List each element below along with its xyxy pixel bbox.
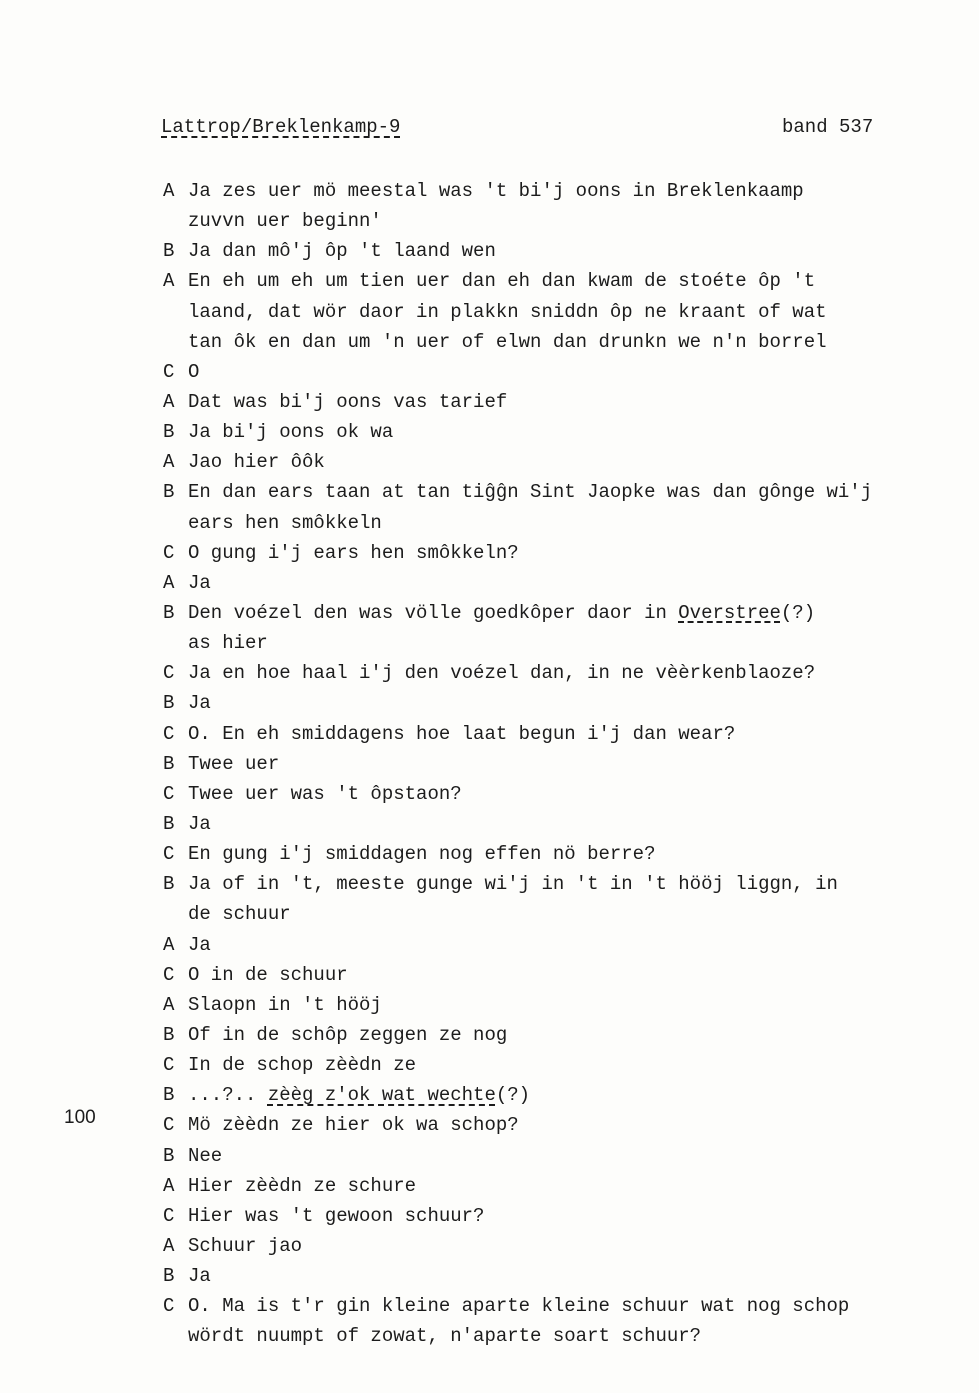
line-text: Hier was 't gewoon schuur? — [188, 1204, 485, 1227]
dialogue-line — [163, 327, 872, 357]
dialogue-line — [163, 960, 872, 990]
dialogue-line — [163, 1020, 872, 1050]
speaker-label: A — [163, 270, 175, 293]
line-text: Slaopn in 't hööj — [188, 993, 382, 1016]
dialogue-line — [163, 869, 872, 899]
dialogue-line — [163, 990, 872, 1020]
dialogue-line — [163, 206, 872, 236]
line-text: Ja — [188, 571, 211, 594]
line-text: Jao hier ôôk — [188, 451, 325, 474]
line-text: O. Ma is t'r gin kleine aparte kleine schuur wat nog schop — [188, 1295, 850, 1318]
page-title: Lattrop/Breklenkamp-9 — [161, 116, 401, 138]
line-text: zuvvn uer beginn' — [188, 210, 382, 233]
dialogue-line — [163, 508, 872, 538]
line-text: Dat was bi'j oons vas tarief — [188, 390, 508, 413]
dialogue-line — [163, 236, 872, 266]
line-text: Ja — [188, 933, 211, 956]
speaker-label: A — [163, 1174, 175, 1197]
dialogue-line — [163, 1201, 872, 1231]
dialogue-line — [163, 658, 872, 688]
speaker-label: A — [163, 993, 175, 1016]
line-text: Ja dan mô'j ôp 't laand wen — [188, 240, 496, 263]
line-text: O. En eh smiddagens hoe laat begun i'j dan wear? — [188, 722, 736, 745]
speaker-label: C — [163, 360, 175, 383]
line-text: Hier zèèdn ze schure — [188, 1174, 417, 1197]
dialogue-line — [163, 357, 872, 387]
line-text: Schuur jao — [188, 1234, 303, 1257]
line-text: Ja en hoe haal i'j den voézel dan, in ne vèèrkenblaoze? — [188, 662, 816, 685]
line-text: Twee uer was 't ôpstaon? — [188, 782, 462, 805]
dialogue-line — [163, 719, 872, 749]
speaker-label: B — [163, 240, 175, 263]
dialogue-line — [163, 1110, 872, 1140]
line-text: as hier — [188, 632, 268, 655]
speaker-label: A — [163, 390, 175, 413]
line-text: Ja — [188, 1265, 211, 1288]
line-text: tan ôk en dan um 'n uer of elwn dan drunkn we n'n borrel — [188, 330, 827, 353]
line-text: O in de schuur — [188, 963, 348, 986]
dialogue-line — [163, 568, 872, 598]
underlined-text: Overstree — [678, 601, 781, 624]
underlined-text: zèèg z'ok wat wechte — [267, 1084, 496, 1107]
speaker-label: C — [163, 1204, 175, 1227]
dialogue-line — [163, 749, 872, 779]
dialogue-line — [163, 899, 872, 929]
speaker-label: A — [163, 1234, 175, 1257]
dialogue-line — [163, 809, 872, 839]
line-text: Twee uer — [188, 752, 280, 775]
dialogue-line — [163, 839, 872, 869]
line-text: Of in de schôp zeggen ze nog — [188, 1023, 508, 1046]
speaker-label: C — [163, 963, 175, 986]
line-text: ears hen smôkkeln — [188, 511, 382, 534]
dialogue-line — [163, 417, 872, 447]
dialogue-line — [163, 297, 872, 327]
speaker-label: C — [163, 541, 175, 564]
dialogue-line — [163, 779, 872, 809]
speaker-label: C — [163, 843, 175, 866]
dialogue-line — [163, 1261, 872, 1291]
speaker-label: C — [163, 662, 175, 685]
speaker-label: B — [163, 1144, 175, 1167]
dialogue-line — [163, 598, 872, 628]
line-text: O — [188, 360, 200, 383]
line-text: Den voézel den was völle goedkôper daor in — [188, 601, 679, 624]
line-text: Ja — [188, 692, 211, 715]
speaker-label: B — [163, 601, 175, 624]
speaker-label: B — [163, 1023, 175, 1046]
line-text: Ja of in 't, meeste gunge wi'j in 't in 't hööj liggn, in — [188, 873, 838, 896]
speaker-label: B — [163, 421, 175, 444]
line-text: En eh um eh um tien uer dan eh dan kwam de stoéte ôp 't — [188, 270, 816, 293]
line-text: ...?.. — [188, 1084, 268, 1107]
dialogue-line — [163, 930, 872, 960]
dialogue-line — [163, 266, 872, 296]
dialogue-line — [163, 1291, 872, 1321]
dialogue-line — [163, 447, 872, 477]
dialogue-line — [163, 688, 872, 718]
dialogue-line — [163, 1321, 872, 1351]
dialogue-line — [163, 1050, 872, 1080]
line-text: Ja zes uer mö meestal was 't bi'j oons in Breklenkaamp — [188, 180, 804, 202]
dialogue-lines — [163, 176, 872, 1351]
dialogue-line — [163, 1141, 872, 1171]
line-text: In de schop zèèdn ze — [188, 1054, 417, 1077]
speaker-label: C — [163, 1295, 175, 1318]
line-text: Mö zèèdn ze hier ok wa schop? — [188, 1114, 519, 1137]
line-text: Ja bi'j oons ok wa — [188, 421, 394, 444]
line-text: de schuur — [188, 903, 291, 926]
line-text: Nee — [188, 1144, 223, 1167]
speaker-label: B — [163, 692, 175, 715]
speaker-label: B — [163, 1084, 175, 1107]
dialogue-line — [163, 1231, 872, 1261]
dialogue-line — [163, 176, 872, 206]
uncertainty-marker: (?) — [495, 1084, 531, 1107]
dialogue-line — [163, 477, 872, 507]
speaker-label: A — [163, 180, 175, 202]
speaker-label: B — [163, 481, 175, 504]
speaker-label: B — [163, 873, 175, 896]
speaker-label: A — [163, 451, 175, 474]
speaker-label: C — [163, 782, 175, 805]
speaker-label: A — [163, 933, 175, 956]
dialogue-line — [163, 387, 872, 417]
line-text: En gung i'j smiddagen nog effen nö berre? — [188, 843, 656, 866]
speaker-label: B — [163, 812, 175, 835]
speaker-label: A — [163, 571, 175, 594]
speaker-label: B — [163, 752, 175, 775]
uncertainty-marker: (?) — [780, 601, 816, 624]
dialogue-line — [163, 628, 872, 658]
speaker-label: C — [163, 722, 175, 745]
line-text: laand, dat wör daor in plakkn sniddn ôp ne kraant of wat — [188, 300, 827, 323]
dialogue-line — [163, 1080, 872, 1110]
speaker-label: B — [163, 1265, 175, 1288]
band-number: band 537 — [782, 116, 874, 138]
line-text: O gung i'j ears hen smôkkeln? — [188, 541, 519, 564]
line-text: Ja — [188, 812, 211, 835]
line-text: En dan ears taan at tan tiĝĝn Sint Jaopke was dan gônge wi'j — [188, 481, 873, 504]
speaker-label: C — [163, 1054, 175, 1077]
line-text: wördt nuumpt of zowat, n'aparte soart schuur? — [188, 1325, 702, 1348]
line-number-marker: 100 — [64, 1107, 96, 1128]
speaker-label: C — [163, 1114, 175, 1137]
dialogue-line — [163, 1171, 872, 1201]
dialogue-line — [163, 538, 872, 568]
